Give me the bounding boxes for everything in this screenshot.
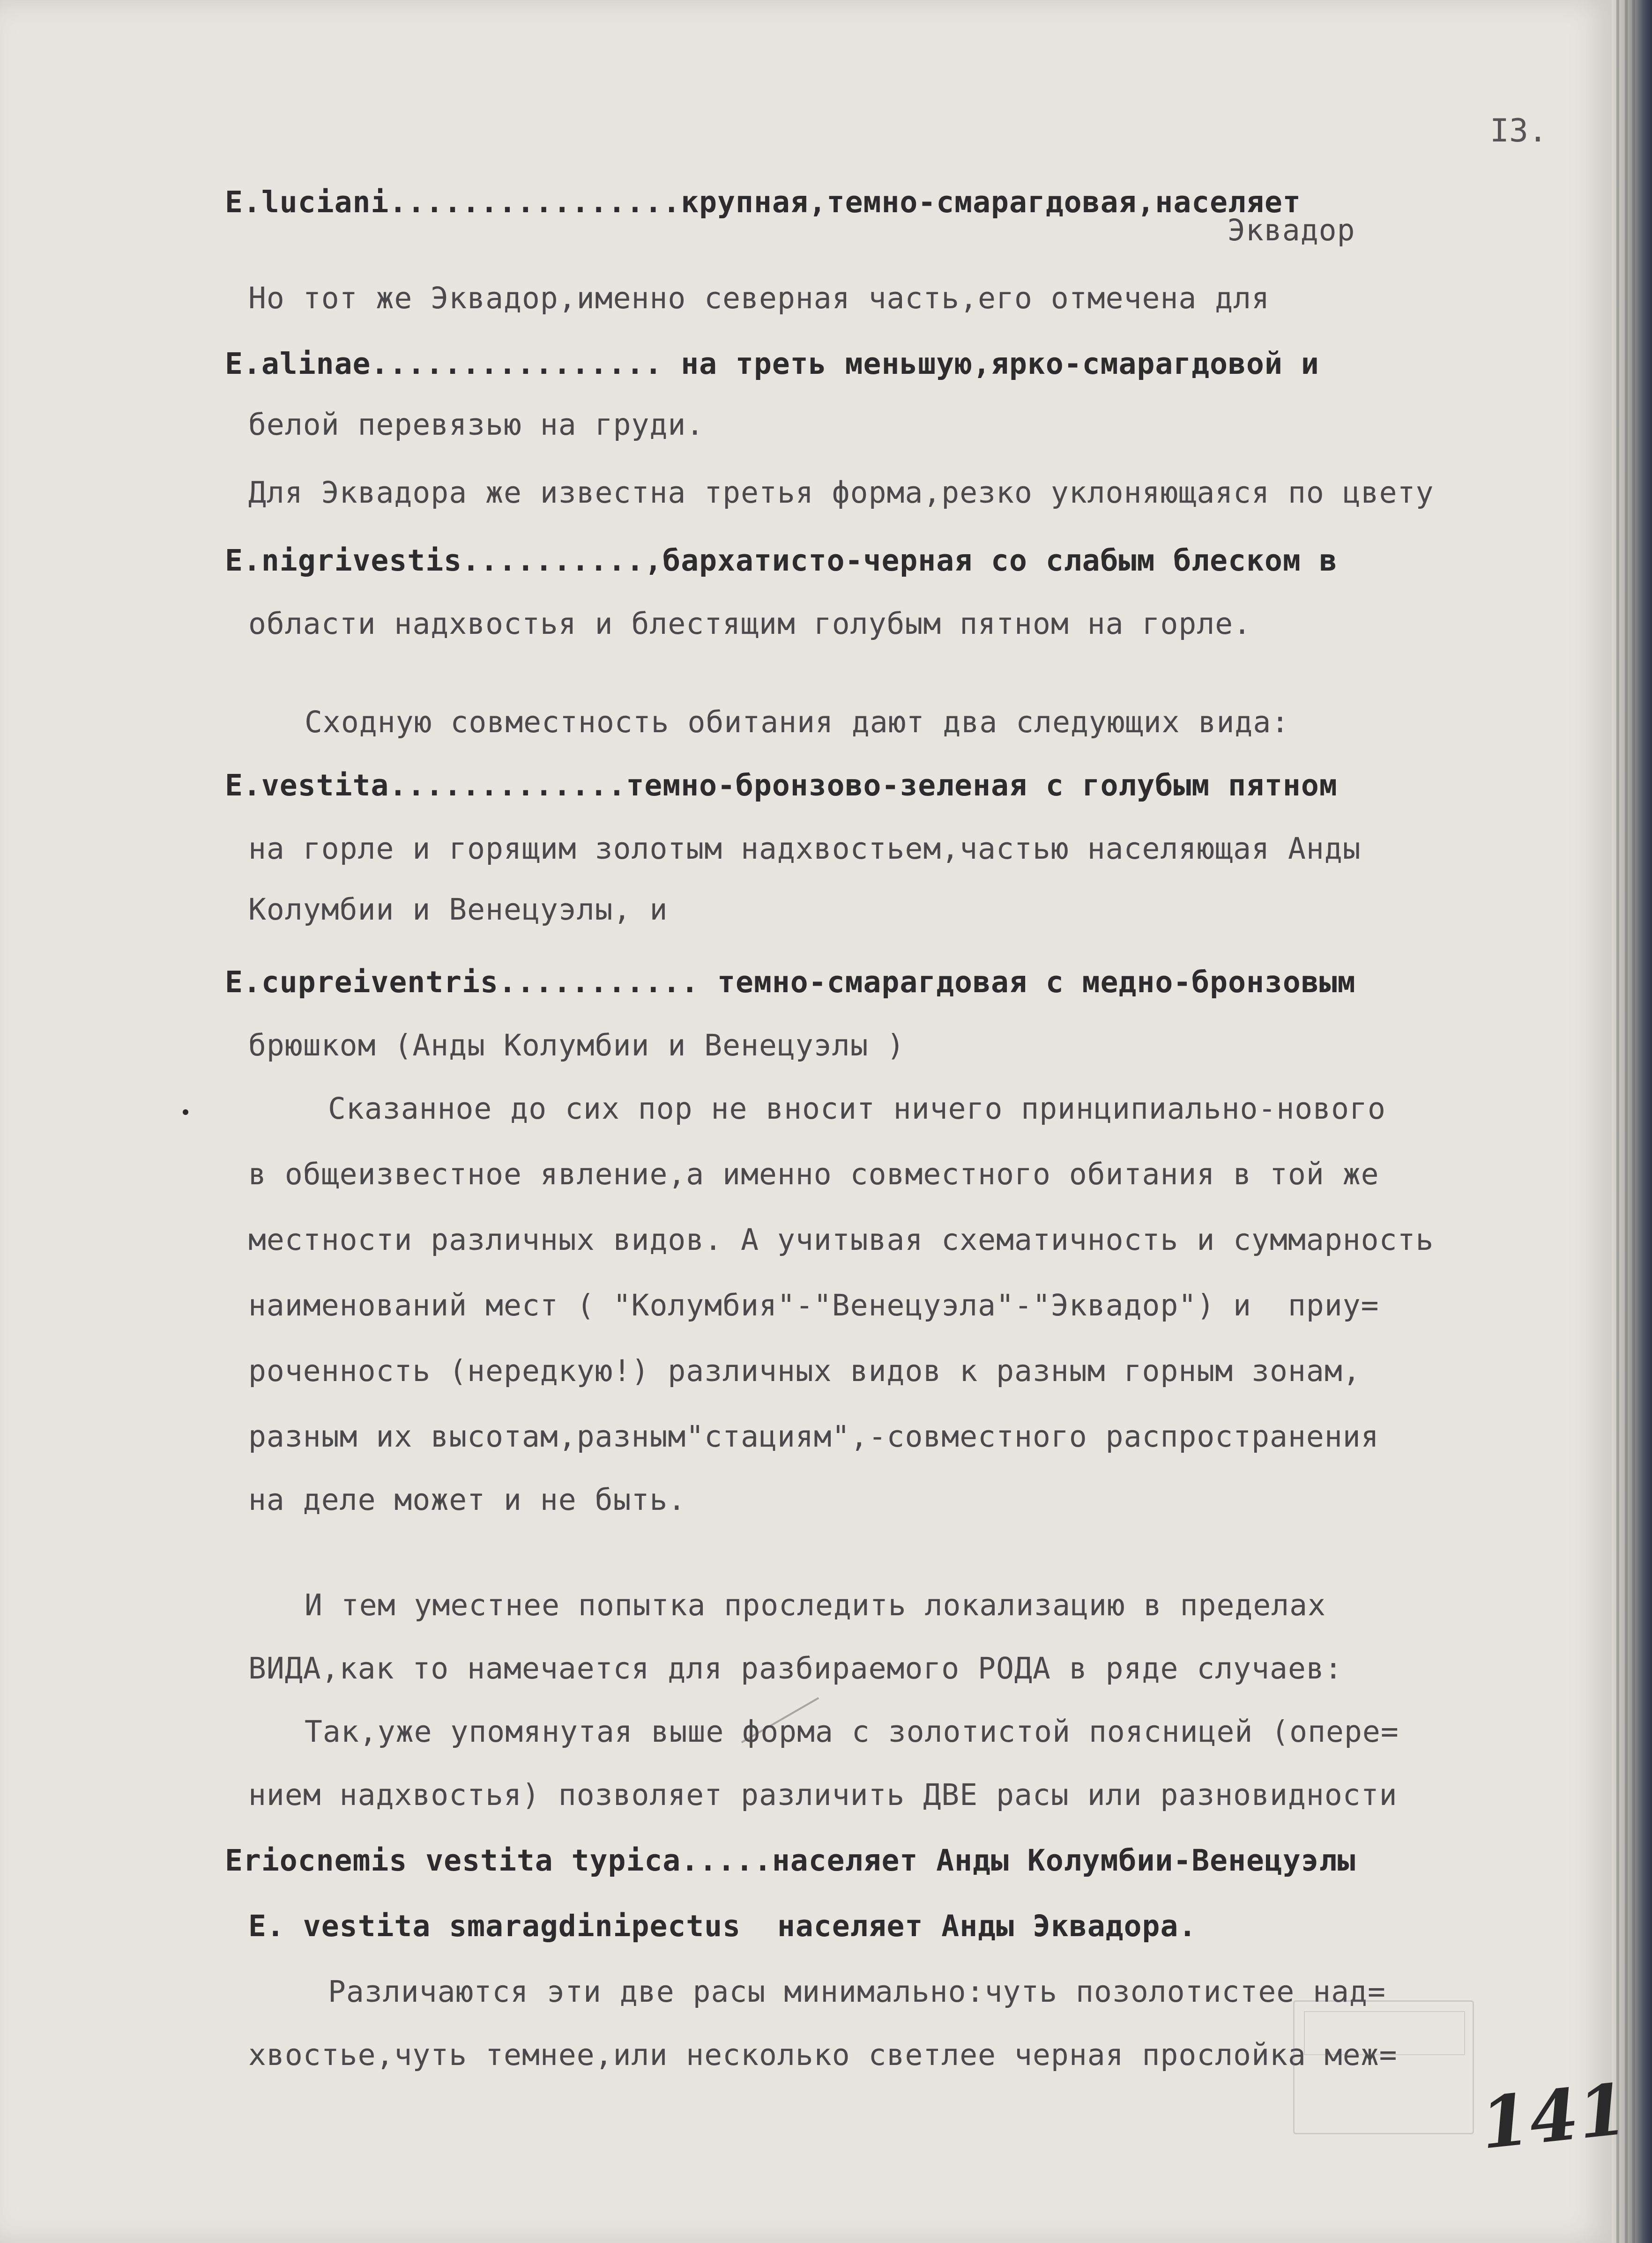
paragraph-start: Сходную совместность обитания дают два следующих вида: <box>305 705 1290 739</box>
text-line: Так,уже упомянутая выше форма с золотистой поясницей (опере= <box>305 1715 1399 1749</box>
text-line: на деле может и не быть. <box>248 1483 686 1517</box>
text-line: роченность (нередкую!) различных видов к разным горным зонам, <box>248 1354 1361 1388</box>
text-line: Эквадор <box>1228 213 1355 247</box>
species-line-alinae: E.alinae................ на треть меньшую,ярко-смарагдовой и <box>225 347 1319 381</box>
text-line: на горле и горящим золотым надхвостьем,частью населяющая Анды <box>248 832 1361 866</box>
paragraph-start: Различаются эти две расы минимально:чуть позолотистее над= <box>328 1975 1386 2009</box>
text-line: ВИДА,как то намечается для разбираемого РОДА в ряде случаев: <box>248 1651 1343 1686</box>
text-line: Но тот же Эквадор,именно северная часть,его отмечена для <box>248 281 1270 315</box>
page-edge-line <box>1625 0 1628 2243</box>
page-edge-line <box>1632 0 1635 2243</box>
text-line: области надхвостья и блестящим голубым пятном на горле. <box>248 607 1252 641</box>
species-line-vestita: E.vestita.............темно-бронзово-зеленая с голубым пятном <box>225 768 1338 802</box>
archive-folio-number: 141 <box>1476 2068 1631 2165</box>
margin-dot <box>183 1109 188 1115</box>
text-line: местности различных видов. А учитывая схематичность и суммарность <box>248 1223 1434 1257</box>
archive-stamp <box>1293 2000 1474 2134</box>
species-line-cupreiventris: E.cupreiventris........... темно-смарагдовая с медно-бронзовым <box>225 965 1356 999</box>
text-line: в общеизвестное явление,а именно совместного обитания в той же <box>248 1157 1379 1191</box>
text-line: Колумбии и Венецуэлы, и <box>248 892 668 927</box>
page-edge-line <box>1616 0 1619 2243</box>
paragraph-start: И тем уместнее попытка проследить локализацию в пределах <box>305 1588 1326 1622</box>
text-line: нием надхвостья) позволяет различить ДВЕ расы или разновидности <box>248 1778 1398 1812</box>
species-line-vestita-smaragdinipectus: E. vestita smaragdinipectus населяет Анды Эквадора. <box>248 1909 1197 1943</box>
paragraph-start: Сказанное до сих пор не вносит ничего принципиально-нового <box>328 1092 1386 1126</box>
text-line: хвостье,чуть темнее,или несколько светлее черная прослойка меж= <box>248 2038 1398 2072</box>
page-number: I3. <box>1490 112 1548 149</box>
text-line: Для Эквадора же известна третья форма,резко уклоняющаяся по цвету <box>248 475 1434 510</box>
text-line: наименований мест ( "Колумбия"-"Венецуэла"-"Эквадор") и приу= <box>248 1288 1379 1322</box>
archive-stamp-inner <box>1304 2011 1465 2055</box>
species-line-luciani: E.luciani................крупная,темно-смарагдовая,населяет <box>225 185 1301 219</box>
page-edge <box>1612 0 1652 2243</box>
text-line: белой перевязью на груди. <box>248 408 705 442</box>
species-line-vestita-typica: Eriocnemis vestita typica.....населяет Анды Колумбии-Венецуэлы <box>225 1843 1356 1878</box>
text-line: брюшком (Анды Колумбии и Венецуэлы ) <box>248 1028 905 1062</box>
text-line: разным их высотам,разным"стациям",-совместного распространения <box>248 1419 1379 1454</box>
species-line-nigrivestis: E.nigrivestis..........,бархатисто-черная со слабым блеском в <box>225 543 1338 578</box>
